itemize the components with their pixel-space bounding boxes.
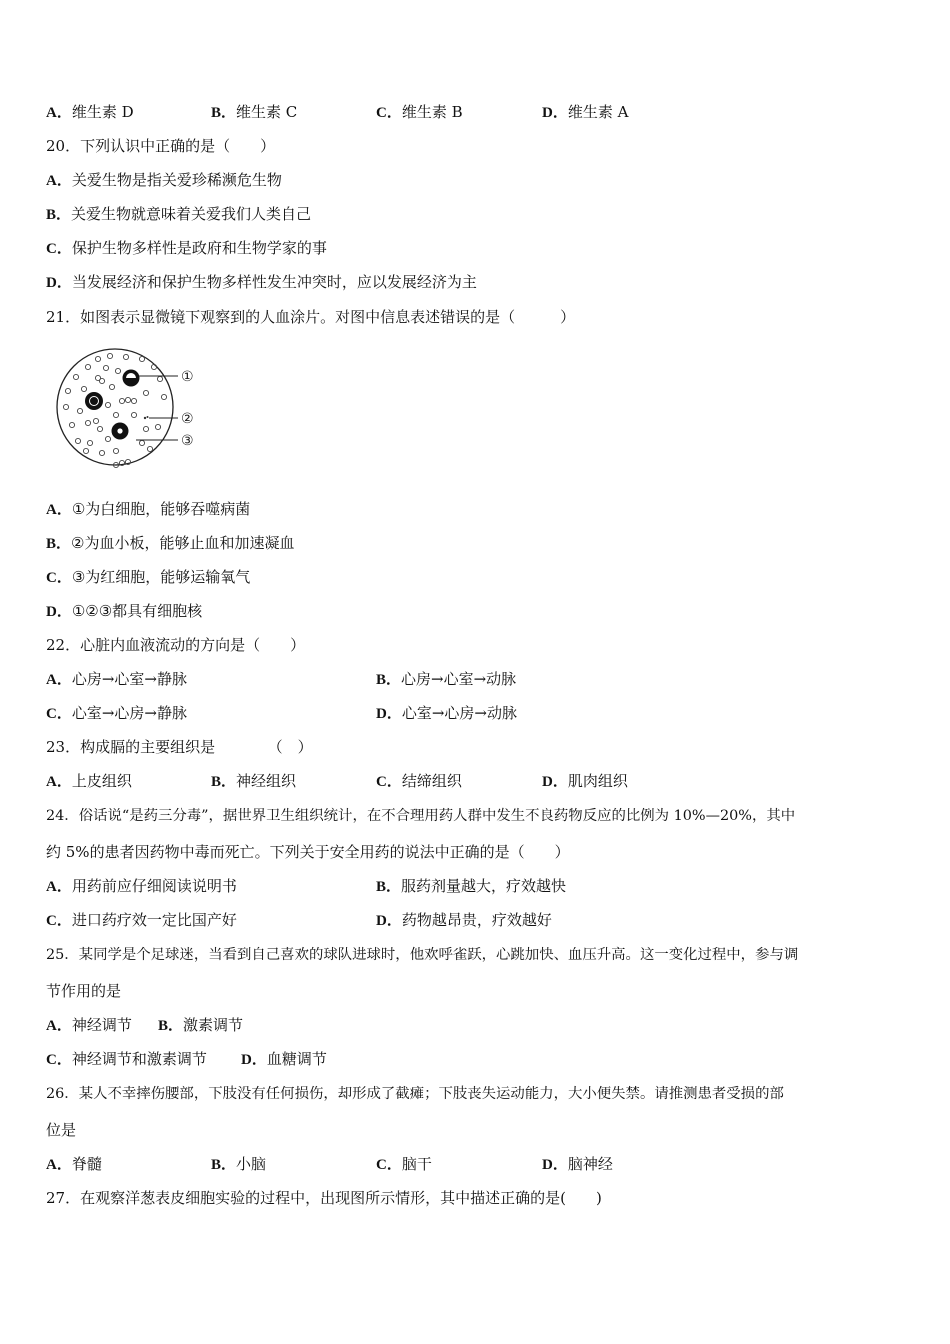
q23-option-a: A．上皮组织	[46, 772, 132, 790]
q22-option-b: B．心房→心室→动脉	[376, 670, 517, 688]
q22-option-d: D．心室→心房→动脉	[376, 704, 517, 722]
blood-smear-figure	[50, 345, 210, 475]
q26-stem-line2: 位是	[46, 1121, 77, 1139]
q21-option-d: D．①②③都具有细胞核	[46, 602, 203, 620]
q26-option-c: C．脑干	[376, 1155, 432, 1173]
figure-label-1: ①	[181, 369, 194, 385]
q25-option-d: D．血糖调节	[241, 1050, 327, 1068]
q23-option-c: C．结缔组织	[376, 772, 462, 790]
q20-option-c: C．保护生物多样性是政府和生物学家的事	[46, 239, 327, 257]
microscope-field	[57, 349, 173, 465]
q21-option-c: C．③为红细胞，能够运输氧气	[46, 568, 251, 586]
q22-option-c: C．心室→心房→静脉	[46, 704, 187, 722]
q24-stem-line1: 24．俗话说“是药三分毒”，据世界卫生组织统计，在不合理用药人群中发生不良药物反应的比例为 10%—20%，其中	[46, 808, 796, 824]
q26-option-d: D．脑神经	[542, 1155, 613, 1173]
q21-option-a: A．①为白细胞，能够吞噬病菌	[46, 500, 251, 518]
q24-stem-line2: 约 5%的患者因药物中毒而死亡。下列关于安全用药的说法中正确的是（ ）	[46, 843, 570, 861]
q20-option-b: B．关爱生物就意味着关爱我们人类自己	[46, 205, 312, 223]
q25-stem-line1: 25．某同学是个足球迷，当看到自己喜欢的球队进球时，他欢呼雀跃，心跳加快、血压升高。这一变化过程中，参与调	[46, 947, 799, 963]
q19-option-c: C．维生素 B	[376, 103, 463, 121]
q23-option-b: B．神经组织	[211, 772, 297, 790]
q26-option-b: B．小脑	[211, 1155, 267, 1173]
q25-option-a: A．神经调节	[46, 1016, 132, 1034]
q20-stem: 20．下列认识中正确的是（ ）	[46, 137, 276, 155]
q23-option-d: D．肌肉组织	[542, 772, 628, 790]
figure-label-2: ②	[181, 411, 194, 427]
blood-smear-diagram	[50, 345, 210, 475]
q25-option-b: B．激素调节	[158, 1016, 244, 1034]
q24-option-d: D．药物越昂贵，疗效越好	[376, 911, 552, 929]
q25-stem-line2: 节作用的是	[46, 982, 122, 1000]
q24-option-a: A．用药前应仔细阅读说明书	[46, 877, 237, 895]
figure-label-3: ③	[181, 433, 194, 449]
q21-option-b: B．②为血小板，能够止血和加速凝血	[46, 534, 295, 552]
q19-option-d: D．维生素 A	[542, 103, 629, 121]
q26-option-a: A．脊髓	[46, 1155, 102, 1173]
q19-option-a: A．维生素 D	[46, 103, 134, 121]
q22-option-a: A．心房→心室→静脉	[46, 670, 187, 688]
q27-stem: 27．在观察洋葱表皮细胞实验的过程中，出现图所示情形，其中描述正确的是( )	[46, 1189, 602, 1207]
q26-stem-line1: 26．某人不幸摔伤腰部，下肢没有任何损伤，却形成了截瘫；下肢丧失运动能力，大小便失禁。请推测患者受损的部	[46, 1086, 784, 1102]
q21-stem: 21．如图表示显微镜下观察到的人血涂片。对图中信息表述错误的是（ ）	[46, 308, 576, 326]
q22-stem: 22．心脏内血液流动的方向是（ ）	[46, 636, 306, 654]
q20-option-a: A．关爱生物是指关爱珍稀濒危生物	[46, 171, 282, 189]
q24-option-c: C．进口药疗效一定比国产好	[46, 911, 237, 929]
q25-option-c: C．神经调节和激素调节	[46, 1050, 207, 1068]
q23-stem: 23．构成膈的主要组织是 （ ）	[46, 738, 313, 756]
q19-option-b: B．维生素 C	[211, 103, 298, 121]
q20-option-d: D．当发展经济和保护生物多样性发生冲突时，应以发展经济为主	[46, 273, 477, 291]
red-blood-cells	[63, 353, 166, 467]
q24-option-b: B．服药剂量越大，疗效越快	[376, 877, 567, 895]
platelets	[144, 416, 149, 419]
